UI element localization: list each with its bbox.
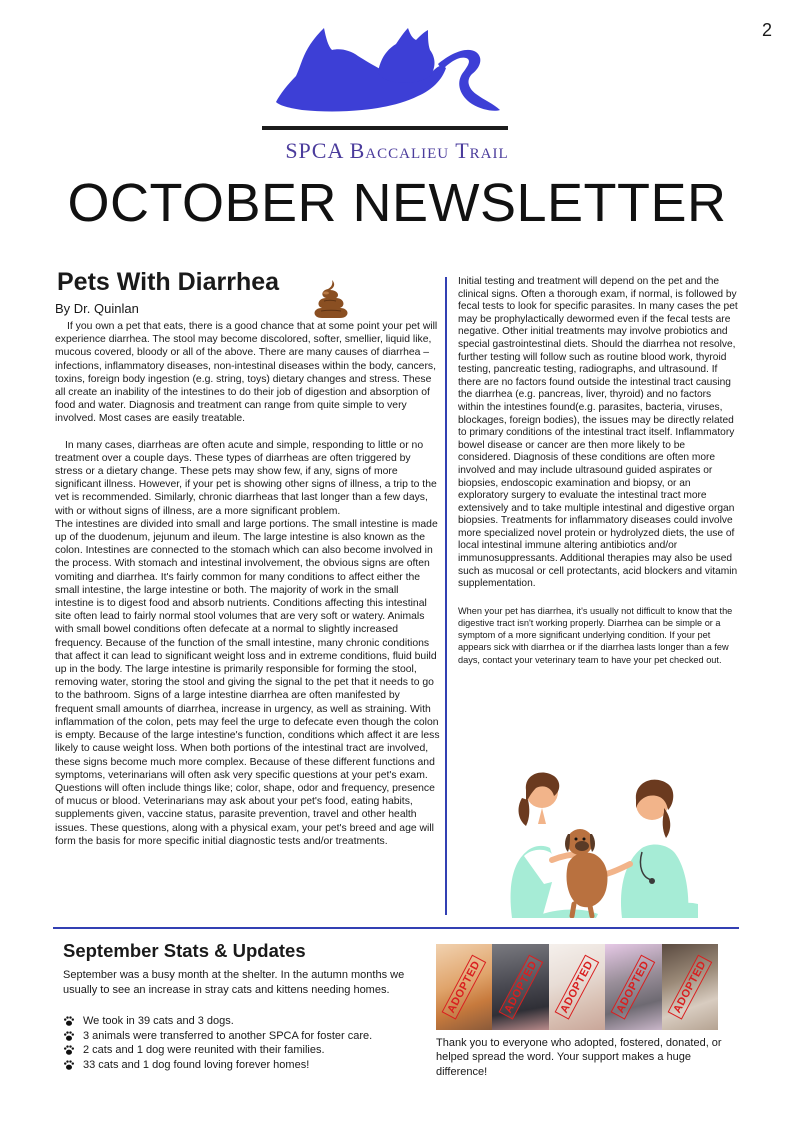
paw-print-icon — [63, 1030, 75, 1042]
adopted-stamp: ADOPTED — [498, 954, 543, 1019]
organization-name: SPCA Baccalieu Trail — [285, 138, 509, 163]
article-byline: By Dr. Quinlan — [55, 301, 139, 316]
column-divider — [445, 277, 447, 915]
vet-exam-illustration — [502, 768, 698, 918]
article-paragraph: The intestines are divided into small and large portions. The small intestine is made up of the duodenum, jejunum and ileum. The large intestine is also known as the colon. Intestines are connected to the stomach which can also become involved in the process. With stomach and intestinal involvement, the obvious signs are often vomiting and diarrhea. It's fairly common for many conditions to affect either the small intestine, the large intestine or both. The majority of work in the small intestine is to digest food and absorb nutrients. Conditions affecting this intestinal site often lead to fairly normal stool volumes that are very soft or watery. Animals with small bowel conditions often defecate at a normal to slightly increased frequency. Because of the function of the small intestine, many chronic conditions that affect it can lead to significant weight loss and in extreme conditions, fluid build up in the body. The large intestine is primarily responsible for forming the stool, removing water, storing the stool and giving the signal to the pet that it needs to go to the bathroom. Signs of a large intestine diarrhea are often manifested by frequent small amounts of diarrhea, increase in urgency, as well as straining. With inflammation of the colon, pets may feel the urge to defecate even though the colon is empty. Because of the large intestine's function, conditions which affect it are less likely to cause weight loss. When both portions of the intestinal tract are involved, these signs become much more complex. Because of these different functions and symptoms, veterinarians will often ask very specific questions at your pet's exam. Questions will often include things like; color, shape, odor and frequency, presence of mucus or blood. Veterinarians may ask about your pet's food, eating habits, supplements given, vaccine status, parasite prevention, travel and other health issues. These questions, along with a physical exam, your pet's breed and age will form the basis for more specific initial diagnostic tests and/or treatments. — [55, 518, 440, 847]
stats-item-text: 2 cats and 1 dog were reunited with their families. — [83, 1044, 325, 1056]
adopted-pet-photo — [436, 944, 492, 1030]
article-left-column — [55, 266, 440, 848]
list-item — [63, 1058, 423, 1073]
article-paragraph: Initial testing and treatment will depend on the pet and the clinical signs. Often a thorough exam, if normal, is followed by fecal tests to look for specific parasites. In many cases the pet may be prophylactically dewormed even if the fecal tests are negative. Other initial treatments may involve probiotics and special gastrointestinal diets. Should the diarrhea not resolve, further testing will follow such as routine blood work, thyroid testing, pancreatic testing, radiographs, and ultrasound. If there are no factors found outside the intestinal tract causing the diarrhea (e.g. pancreas, liver, thyroid) and no factors within the intestines found(e.g. parasites, bacteria, viruses, blockages, foreign bodies), the issues may be directly related to primary conditions of the intestinal tract itself. Inflammatory bowel disease or cancer are then more likely to be considered. Diagnosis of these conditions are often more involved and may include ultrasound guided aspirates or biopsies, endoscopic examination and biopsy, or an exploratory surgery to evaluate the intestinal tract more extensively and to take multiple intestinal and digestive organ biopsies. Treatments for inflammatory diseases could involve more specialized novel protein or hydrolyzed diets, the use of local intestinal immune altering antibiotics and/or immunosuppressants. Additional therapies may also be used such as mucosal or cell protectants, acid blockers and vitamin supplementation. — [458, 276, 738, 590]
newsletter-title: OCTOBER NEWSLETTER — [67, 173, 727, 233]
stats-item-text: 3 animals were transferred to another SPCA for foster care. — [83, 1029, 373, 1042]
article-paragraph: In many cases, diarrheas are often acute and simple, responding to little or no treatment over a couple days. These types of diarrheas are often triggered by stress or a dietary change. These pets may show few, if any, signs of more significant illness. However, if your pet is showing other signs of illness, a trip to the vet is recommended. Similarly, chronic diarrheas that last longer than a few days, with or without signs of illness, are a more significant problem. — [55, 439, 437, 517]
stats-title: September Stats & Updates — [63, 940, 306, 961]
list-item — [63, 1014, 423, 1029]
adopted-stamp: ADOPTED — [555, 954, 600, 1019]
list-item — [63, 1043, 423, 1058]
page-number: 2 — [761, 20, 772, 40]
list-item — [63, 1029, 423, 1044]
section-divider — [53, 927, 739, 929]
paw-print-icon — [63, 1015, 75, 1027]
adopted-pet-photo — [492, 944, 548, 1030]
adopted-pet-photo — [549, 944, 605, 1030]
thank-you-message: Thank you to everyone who adopted, fostered, donated, or helped spread the word. Your support makes a huge difference! — [436, 1037, 722, 1078]
article-right-column — [458, 276, 738, 666]
stats-item-text: We took in 39 cats and 3 dogs. — [83, 1015, 234, 1027]
adopted-stamp: ADOPTED — [442, 954, 487, 1019]
article-title: Pets With Diarrhea — [57, 268, 280, 296]
article-paragraph: If you own a pet that eats, there is a good chance that at some point your pet will experience diarrhea. The stool may become discolored, softer, smellier, liquid like, mucous covered, bloody or all of the above. There are many causes of diarrhea – infections, inflammatory diseases, non-intestinal diseases within the body, cancers, toxins, foreign body ingestion (e.g. string, toys) dietary changes and stress. These all create an inability of the intestines to do their job of digestion and absorption of food and water. Diagnosis and treatment can range from quite simple to very involved. Most cases are easily treatable. — [55, 321, 438, 425]
adopted-pet-photo — [605, 944, 661, 1030]
stats-list — [63, 1014, 423, 1072]
paw-print-icon — [63, 1044, 75, 1056]
adopted-pet-photo — [662, 944, 718, 1030]
adopted-photo-strip — [436, 944, 718, 1030]
adopted-stamp: ADOPTED — [611, 954, 656, 1019]
article-paragraph: When your pet has diarrhea, it's usually not difficult to know that the digestive tract isn't working properly. Diarrhea can be simple or a symptom of a more significant underlying condition. If your pet appears sick with diarrhea or if the diarrhea lasts longer than a few days, contact your veterinary team to have your pet checked out. — [458, 605, 733, 665]
paw-print-icon — [63, 1059, 75, 1071]
stats-item-text: 33 cats and 1 dog found loving forever homes! — [83, 1058, 310, 1071]
stats-intro: September was a busy month at the shelter. In the autumn months we usually to see an increase in stray cats and kittens needing homes. — [63, 969, 405, 996]
spca-logo — [262, 24, 508, 134]
adopted-stamp: ADOPTED — [667, 954, 712, 1019]
